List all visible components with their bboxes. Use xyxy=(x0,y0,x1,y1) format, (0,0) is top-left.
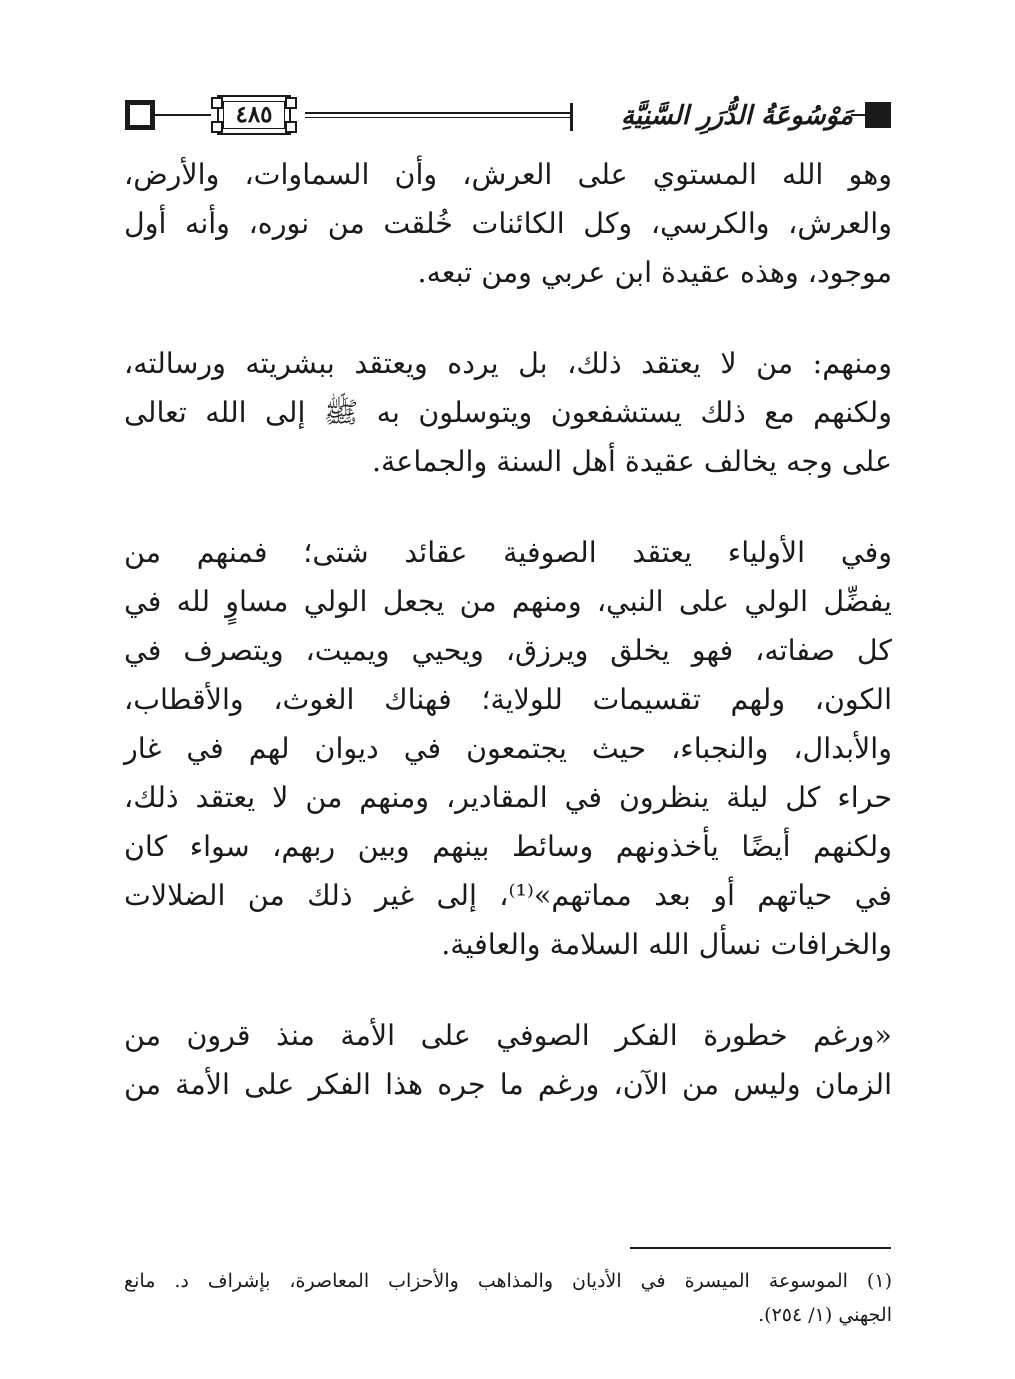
text-line: والخرافات نسأل الله السلامة والعافية. xyxy=(441,928,892,961)
frame-knot-bottom-right xyxy=(285,121,297,133)
header-title-separator xyxy=(570,103,573,131)
text-line: في حياتهم أو بعد مماتهم»⁽¹⁾، إلى غير ذلك من الضلالات xyxy=(124,879,893,912)
text-line: موجود، وهذه عقيدة ابن عربي ومن تبعه. xyxy=(417,256,892,289)
header-solid-square-ornament xyxy=(865,102,891,128)
main-text xyxy=(124,150,892,1109)
paragraph xyxy=(124,150,892,297)
text-line: وفي الأولياء يعتقد الصوفية عقائد شتى؛ فمنهم من xyxy=(124,536,892,569)
text-line: يفضِّل الولي على النبي، ومنهم من يجعل الولي مساوٍ لله في xyxy=(124,585,892,618)
text-line: والأبدال، والنجباء، حيث يجتمعون في ديوان لهم في غار xyxy=(124,732,892,765)
text-line: وهو الله المستوي على العرش، وأن السماوات، والأرض، xyxy=(124,158,892,191)
text-line: والعرش، والكرسي، وكل الكائنات خُلقت من نوره، وأنه أول xyxy=(124,207,892,240)
paragraph xyxy=(124,528,892,969)
frame-knot-bottom-left xyxy=(211,121,223,133)
text-line: حراء كل ليلة ينظرون في المقادير، ومنهم من لا يعتقد ذلك، xyxy=(124,781,892,814)
text-line: ولكنهم مع ذلك يستشفعون ويتوسلون به ﷺ إلى الله تعالى xyxy=(124,396,892,429)
header-middle-rule xyxy=(305,112,571,118)
text-line: ولكنهم أيضًا يأخذونهم وسائط بينهم وبين ربهم، سواء كان xyxy=(124,830,892,863)
text-line: «ورغم خطورة الفكر الصوفي على الأمة منذ قرون من xyxy=(124,1019,892,1052)
series-title: مَوْسُوعَةُ الدُّرَرِ السَّنِيَّةِ xyxy=(620,101,853,131)
footnotes xyxy=(124,1264,892,1332)
footnote-line: الجهني (١/ ٢٥٤). xyxy=(758,1304,892,1326)
header-open-square-ornament xyxy=(125,100,155,130)
paragraph xyxy=(124,1011,892,1109)
page-number: ٤٨٥ xyxy=(235,101,273,128)
frame-knot-top-left xyxy=(211,97,223,109)
header-right-rule xyxy=(851,114,865,116)
text-line: ومنهم: من لا يعتقد ذلك، بل يرده ويعتقد ببشريته ورسالته، xyxy=(124,347,892,380)
footnote-line: (١) الموسوعة الميسرة في الأديان والمذاهب والأحزاب المعاصرة، بإشراف د. مانع xyxy=(124,1270,892,1292)
page-header xyxy=(125,94,891,140)
page-number-frame xyxy=(207,95,301,135)
text-line: الكون، ولهم تقسيمات للولاية؛ فهناك الغوث، والأقطاب، xyxy=(124,683,892,716)
footnote xyxy=(124,1264,892,1332)
footnote-separator xyxy=(630,1247,891,1249)
header-left-rule xyxy=(155,114,211,116)
paragraph xyxy=(124,339,892,486)
frame-knot-top-right xyxy=(285,97,297,109)
text-line: على وجه يخالف عقيدة أهل السنة والجماعة. xyxy=(371,445,892,478)
text-line: كل صفاته، فهو يخلق ويرزق، ويحيي ويميت، ويتصرف في xyxy=(124,634,892,667)
text-line: الزمان وليس من الآن، ورغم ما جره هذا الفكر على الأمة من xyxy=(124,1068,892,1101)
